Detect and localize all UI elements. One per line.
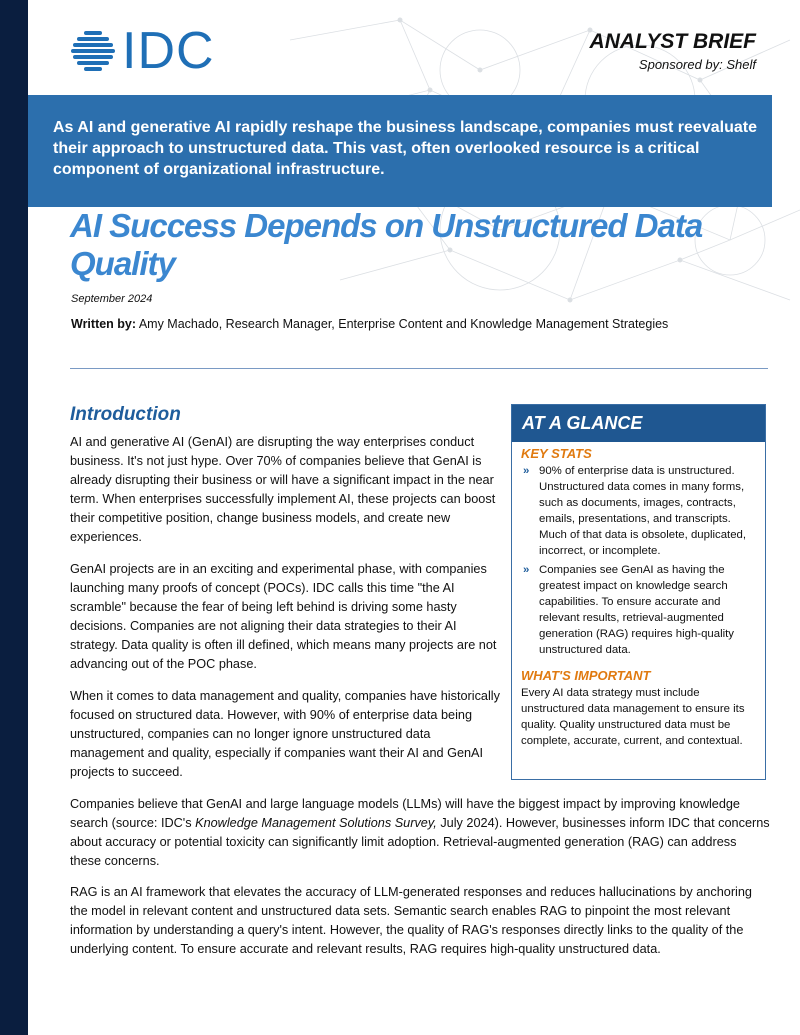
stat-text: Companies see GenAI as having the greatest impact on knowledge search capabilities. To ensure accurate and relevant results, retrieval-augmented generation (RAG) requires high-quality unstructured data. (539, 564, 735, 656)
byline-author: Amy Machado, Research Manager, Enterprise Content and Knowledge Management Strategies (136, 317, 669, 331)
byline-label: Written by: (71, 317, 137, 331)
idc-logo (70, 22, 215, 80)
intro-paragraph-5: RAG is an AI framework that elevates the accuracy of LLM-generated responses and reduces hallucinations by anchoring the model in relevant content and unstructured data sets. Semantic search enables RAG to pinpoint the most relevant information by understanding a query's intent. However, the quality of RAG's responses directly links to the quality of the underlying content. To ensure accurate and relevant results, RAG requires high-quality unstructured data. (70, 885, 752, 956)
section-divider (70, 368, 768, 369)
logo-wordmark: IDC (122, 22, 215, 80)
stat-text: 90% of enterprise data is unstructured. Unstructured data comes in many forms, such as documents, images, contracts, emails, presentations, and transcripts. Much of that data is obsolete, duplicated, incorrect, or incomplete. (539, 465, 747, 557)
intro-paragraph-3: When it comes to data management and quality, companies have historically focused on structured data. However, with 90% of enterprise data being unstructured, companies can no longer ignore unstructured data management and quality, especially if companies want their AI and GenAI projects to succeed. (70, 689, 500, 779)
summary-banner-text: As AI and generative AI rapidly reshape the business landscape, companies must reevaluate their approach to unstructured data. This vast, often overlooked resource is a critical component of organizational infrastructure. (53, 119, 757, 178)
at-a-glance-box (511, 404, 766, 780)
key-stats-list (512, 463, 765, 658)
p4-text-end: July 2024). However, businesses inform IDC that concerns about accuracy or potential toxicity can significantly limit adoption. Retrieval-augmented generation (RAG) can address these concerns. (70, 816, 770, 868)
list-item (521, 463, 755, 559)
introduction-heading: Introduction (70, 404, 181, 425)
double-chevron-icon: » (523, 564, 530, 576)
brief-tag (590, 30, 756, 72)
p4-text-start: Companies believe that GenAI and large language models (LLMs) will have the biggest impact by improving knowledge search (source: IDC's (70, 797, 740, 830)
whats-important-text: Every AI data strategy must include unstructured data management to ensure its quality. Quality unstructured data must be complete, accurate, current, and contextual. (521, 687, 745, 747)
globe-icon (70, 28, 116, 74)
document-title: AI Success Depends on Unstructured Data Quality (70, 207, 703, 282)
byline (71, 317, 668, 331)
intro-paragraph-4 (70, 795, 770, 871)
key-stats-label: KEY STATS (521, 446, 592, 461)
intro-paragraph-2: GenAI projects are in an exciting and experimental phase, with companies launching many proofs of concept (POCs). IDC calls this time "the AI scramble" because the fear of being left behind is driving some hasty decisions. Companies are not aligning their data strategies to their AI strategy. Data quality is often ill defined, which means many projects are not advancing out of the POC phase. (70, 562, 497, 671)
brief-label: ANALYST BRIEF (589, 30, 756, 53)
left-color-rail (0, 0, 28, 1035)
double-chevron-icon: » (523, 465, 530, 477)
publication-date: September 2024 (71, 293, 153, 305)
survey-citation: Knowledge Management Solutions Survey, (195, 816, 437, 830)
list-item (521, 562, 755, 658)
glance-heading: AT A GLANCE (512, 405, 765, 442)
intro-paragraph-1: AI and generative AI (GenAI) are disrupting the way enterprises conduct business. It's not just hype. Over 70% of companies believe that GenAI is already disrupting their business or will have a significant impact in the near term. When enterprises successfully implement AI, these projects can boost their competitive position, change business models, and create new experiences. (70, 435, 496, 544)
sponsor-line: Sponsored by: Shelf (638, 57, 756, 73)
whats-important-label: WHAT'S IMPORTANT (521, 668, 651, 683)
